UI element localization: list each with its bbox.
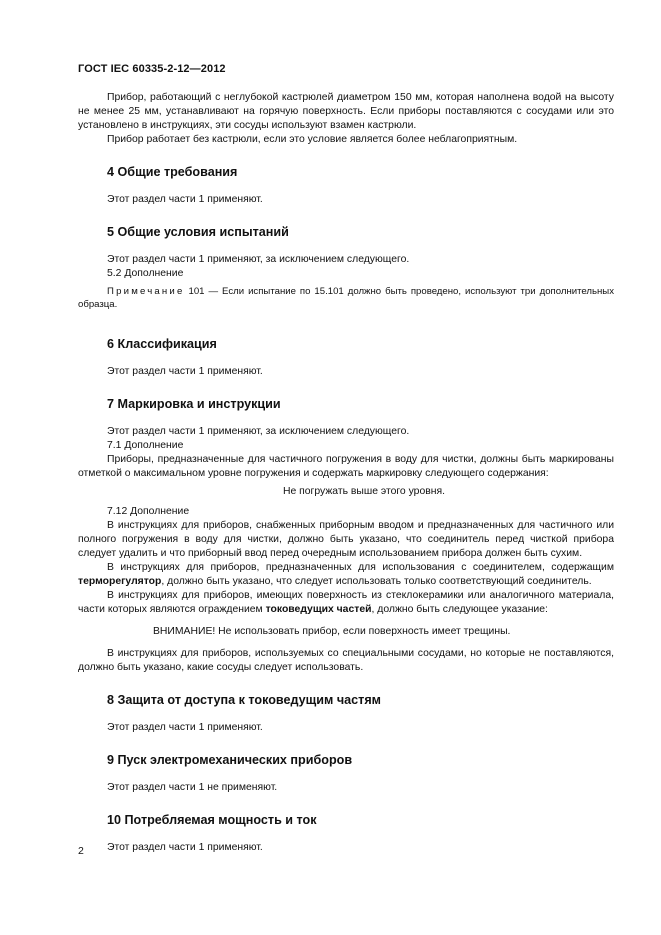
section-5-subclause: 5.2 Дополнение xyxy=(107,268,184,279)
document-header: ГОСТ IEC 60335-2-12—2012 xyxy=(78,63,226,75)
text-run: В инструкциях для приборов, предназначенных для использования с соединителем, содержащим xyxy=(107,562,614,573)
intro-paragraph: Прибор, работающий с неглубокой кастрюлей диаметром 150 мм, которая наполнена водой на высоту не менее 25 мм, устанавливают на горячую поверхность. Если приборы поставляются с сосудами или это установлено в инструкциях, эти сосуды используют взамен кастрюли. xyxy=(78,92,614,131)
text-run: В инструкциях для приборов, имеющих поверхность из стеклокерамики или аналогичного материала, части которых являются ограждением xyxy=(78,590,614,615)
text-run: , должно быть указано, что следует использовать только соответствующий соединитель. xyxy=(161,576,592,587)
section-7-paragraph xyxy=(78,561,614,589)
section-7-paragraph xyxy=(78,589,614,617)
section-6-text: Этот раздел части 1 применяют. xyxy=(107,366,263,377)
section-9-heading: 9 Пуск электромеханических приборов xyxy=(107,753,353,767)
section-6-heading: 6 Классификация xyxy=(107,337,217,351)
text-run: , должно быть следующее указание: xyxy=(371,604,548,615)
warning-text: ВНИМАНИЕ! Не использовать прибор, если поверхность имеет трещины. xyxy=(153,626,511,637)
section-5-note xyxy=(78,285,614,311)
section-9-text: Этот раздел части 1 не применяют. xyxy=(107,782,278,793)
note-label: Примечание xyxy=(107,286,185,297)
section-7-paragraph: Приборы, предназначенные для частичного погружения в воду для чистки, должны быть маркированы отметкой о максимальном уровне погружения и содержать маркировку следующего содержания: xyxy=(78,454,614,479)
section-8-heading: 8 Защита от доступа к токоведущим частям xyxy=(107,693,381,707)
section-10-heading: 10 Потребляемая мощность и ток xyxy=(107,813,317,827)
page-number: 2 xyxy=(78,845,84,857)
section-7-heading: 7 Маркировка и инструкции xyxy=(107,397,281,411)
section-5-text: Этот раздел части 1 применяют, за исключением следующего. xyxy=(107,254,410,265)
section-4-heading: 4 Общие требования xyxy=(107,165,238,179)
section-8-text: Этот раздел части 1 применяют. xyxy=(107,722,263,733)
section-5-heading: 5 Общие условия испытаний xyxy=(107,225,289,239)
section-7-text: Этот раздел части 1 применяют, за исключением следующего. xyxy=(107,426,410,437)
section-7-paragraph: В инструкциях для приборов, снабженных приборным вводом и предназначенных для частичного или полного погружения в воду для чистки, должно быть указано, что соединитель перед чисткой прибора следует удалить и что приборный ввод перед очередным использованием прибора должен быть сухим. xyxy=(78,520,614,559)
section-7-paragraph: В инструкциях для приборов, используемых со специальными сосудами, но которые не поставляются, должно быть указано, какие сосуды следует использовать. xyxy=(78,648,614,673)
note-text: 101 — Если испытание по 15.101 должно быть проведено, используют три дополнительных образца. xyxy=(78,286,614,310)
marking-text: Не погружать выше этого уровня. xyxy=(282,486,446,497)
section-7-subclause: 7.12 Дополнение xyxy=(107,506,190,517)
section-10-text: Этот раздел части 1 применяют. xyxy=(107,842,263,853)
defined-term: токоведущих частей xyxy=(265,604,372,615)
intro-paragraph: Прибор работает без кастрюли, если это условие является более неблагоприятным. xyxy=(107,134,518,145)
section-7-subclause: 7.1 Дополнение xyxy=(107,440,184,451)
document-body xyxy=(78,91,614,855)
section-4-text: Этот раздел части 1 применяют. xyxy=(107,194,263,205)
defined-term: терморегулятор xyxy=(78,576,162,587)
